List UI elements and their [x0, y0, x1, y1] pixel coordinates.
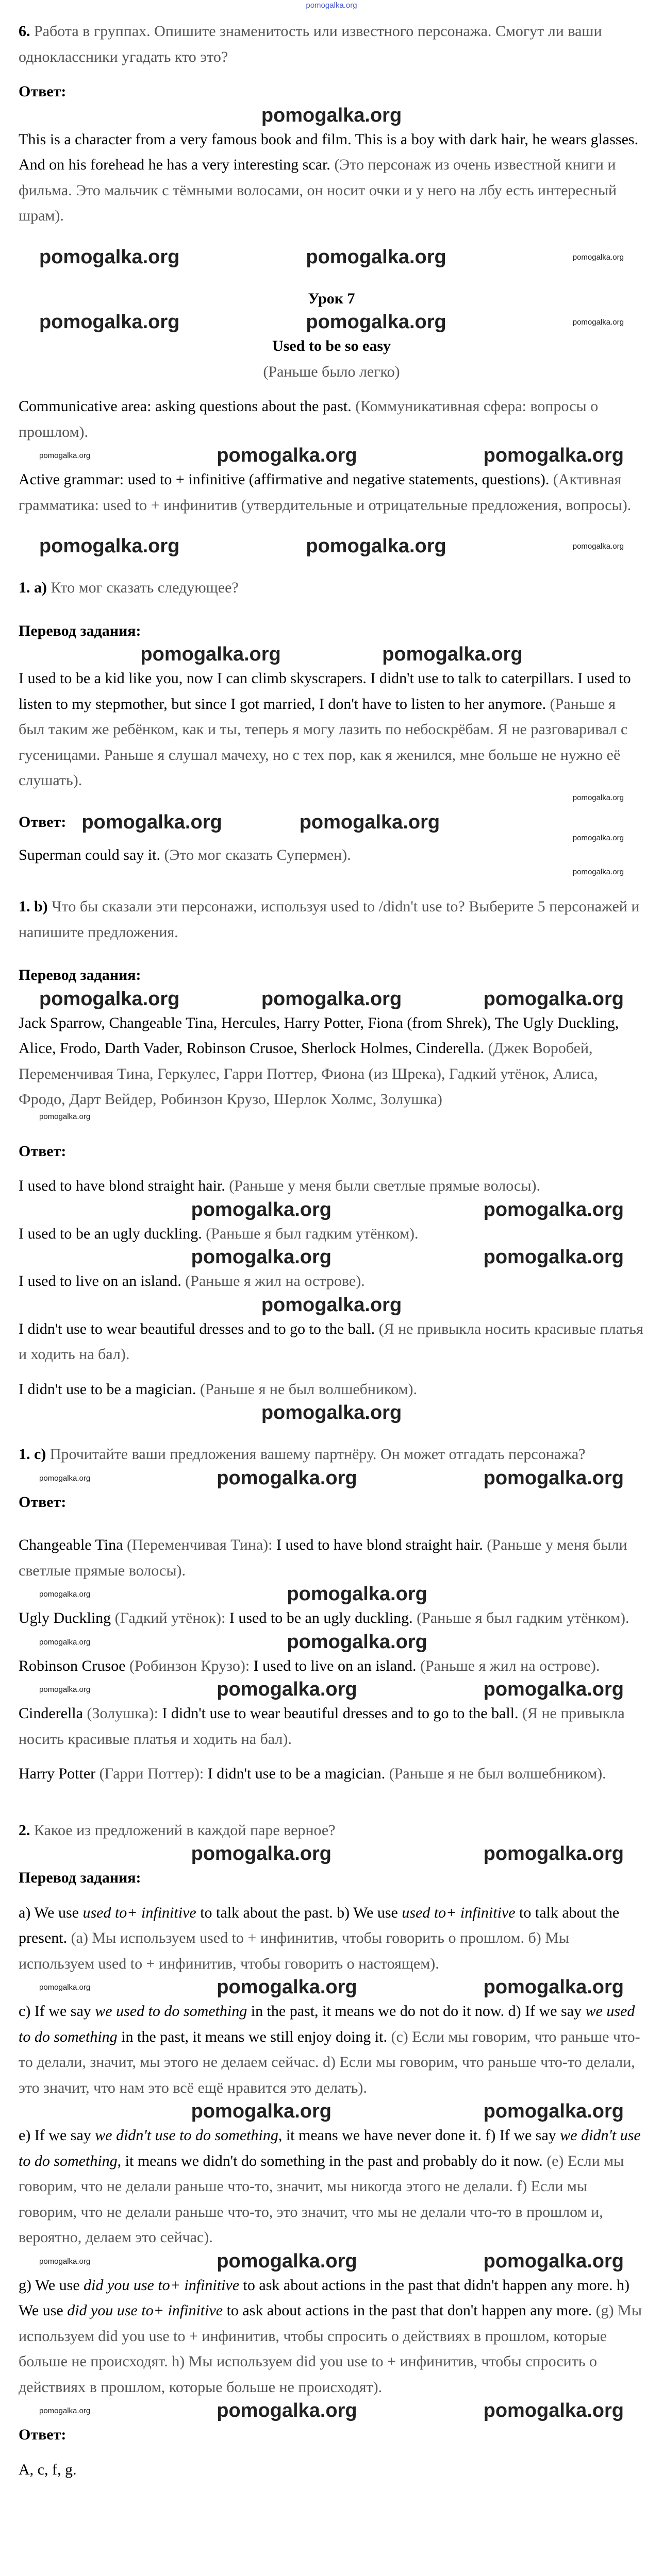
task2-question: [19, 1818, 644, 1843]
character-name-ru: (Гарри Поттер):: [99, 1765, 204, 1782]
term: we didn't use to do something: [95, 2127, 278, 2144]
answer-ru: (Раньше я был гадким утёнком).: [206, 1225, 419, 1242]
lesson-communicative: [19, 394, 644, 445]
watermark-row: [19, 1402, 644, 1424]
watermark: pomogalka.org: [572, 542, 624, 551]
text: to talk about the past. b) We use: [196, 1904, 402, 1921]
watermark-row: [19, 445, 644, 467]
text: g) We use: [19, 2276, 84, 2294]
watermark-row: [19, 2250, 644, 2273]
watermark-row: [19, 1112, 644, 1121]
task2-translation-label: Перевод задания:: [19, 1869, 141, 1886]
header-url[interactable]: pomogalka.org: [306, 1, 357, 10]
document-page: [19, 0, 644, 2482]
text: a) We use: [19, 1904, 83, 1921]
task1b-answer-4: [19, 1316, 644, 1367]
answer-en: I didn't use to wear beautiful dresses and to go to the ball.: [19, 1320, 375, 1337]
watermark: pomogalka.org: [572, 793, 624, 802]
task1b-question-text: Что бы сказали эти персонажи, используя used to /didn't use to? Выберите 5 персонажей и напишите предложения.: [19, 898, 640, 941]
watermark: pomogalka.org: [261, 1294, 402, 1316]
answer-ru: (Раньше у меня были светлые прямые волосы).: [19, 1536, 627, 1579]
term: used to+ infinitive: [82, 1904, 196, 1921]
watermark-row: [19, 1583, 644, 1605]
watermark-row: [19, 1843, 644, 1865]
term: used to+ infinitive: [402, 1904, 516, 1921]
task1a-text-ru: (Раньше я был таким же ребёнком, как и ты, теперь я могу лазить по небоскрёбам. Я не разговаривал с гусеницами. Раньше я слушал мачеху, но с тех пор, как я женился, мне больше не нужно её слушать).: [19, 695, 628, 789]
watermark: pomogalka.org: [39, 311, 180, 333]
character-name: Cinderella: [19, 1705, 83, 1722]
text: in the past, it means we do not do it now. d) If we say: [247, 2003, 586, 2020]
text: e) If we say: [19, 2127, 95, 2144]
task2-question-text: Какое из предложений в каждой паре верное?: [34, 1821, 336, 1839]
translation-ru: (с) Если мы говорим, что раньше что-то делали, значит, мы этого не делаем сейчас. d) Если мы говорим, что раньше что-то делали, это значит, что нам это всё ещё нравится это делать).: [19, 2028, 640, 2096]
watermark: pomogalka.org: [483, 1467, 624, 1489]
character-name-ru: (Робинзон Крузо):: [129, 1657, 250, 1674]
watermark: pomogalka.org: [287, 1631, 427, 1653]
task1b-answer-1: [19, 1173, 644, 1199]
text: to ask about actions in the past that don't happen any more.: [223, 2302, 592, 2319]
answer-en: I used to have blond straight hair.: [276, 1536, 483, 1553]
translation-ru: (g) Мы используем did you use to + инфинитив, чтобы спросить о действиях в прошлом, которые больше не происходят. h) Мы используем did you use to + инфинитив, чтобы спросить о действиях в прошлом, которые больше не происходят).: [19, 2302, 642, 2396]
answer-ru: (Раньше я жил на острове).: [185, 1273, 365, 1290]
term: we didn't use to do something: [19, 2127, 641, 2170]
watermark: pomogalka.org: [39, 1473, 91, 1483]
grammar-ru: (Активная грамматика: used to + инфинитив (утвердительные и отрицательные предложения, вопросы).: [19, 471, 632, 514]
task1c-question: [19, 1442, 644, 1467]
watermark: pomogalka.org: [483, 2400, 624, 2421]
watermark: pomogalka.org: [572, 252, 624, 262]
watermark: pomogalka.org: [483, 1198, 624, 1221]
answer-ru: (Я не привыкла носить красивые платья и ходить на бал).: [19, 1320, 643, 1363]
watermark-row: [19, 246, 644, 268]
task1b-chars-ru: (Джек Воробей, Переменчивая Тина, Геркулес, Гарри Поттер, Фиона (из Шрека), Гадкий утёнок, Алиса, Фродо, Дарт Вейдер, Робинзон Крузо, Шерлок Холмс, Золушка): [19, 1040, 598, 1108]
watermark: pomogalka.org: [217, 1976, 357, 1998]
text: c) If we say: [19, 2003, 95, 2020]
task1a-translation-label: Перевод задания:: [19, 622, 141, 639]
watermark: pomogalka.org: [306, 246, 446, 268]
text: , it means we didn't do something in the past and probably do it now.: [117, 2152, 543, 2170]
communicative-ru: (Коммуникативная сфера: вопросы о прошлом).: [19, 398, 599, 440]
answer-en: I used to live on an island.: [19, 1273, 181, 1290]
task1a-answer-en: Superman could say it.: [19, 846, 160, 863]
watermark-row: [19, 2400, 644, 2422]
watermark-row: [19, 1246, 644, 1268]
watermark: pomogalka.org: [483, 445, 624, 466]
watermark: pomogalka.org: [287, 1583, 427, 1605]
watermark: pomogalka.org: [382, 643, 523, 665]
watermark: pomogalka.org: [217, 2400, 357, 2421]
watermark-row: [19, 535, 644, 557]
task1a-answer-ru: (Это мог сказать Супермен).: [164, 846, 351, 863]
watermark-row: [19, 105, 644, 127]
answer-en: I used to have blond straight hair.: [19, 1177, 225, 1194]
character-name-ru: (Золушка):: [87, 1705, 158, 1722]
watermark: pomogalka.org: [483, 1976, 624, 1998]
watermark-row: [19, 1679, 644, 1701]
task1a-answer-row: [19, 811, 644, 834]
answer-ru: (Раньше я не был волшебником).: [200, 1380, 417, 1398]
watermark: pomogalka.org: [39, 2257, 91, 2266]
watermark: pomogalka.org: [483, 988, 624, 1010]
task1b-heading: 1. b): [19, 898, 48, 915]
task1b-answer-label: Ответ:: [19, 1142, 67, 1160]
task6-answer-label: Ответ:: [19, 83, 67, 100]
watermark: pomogalka.org: [140, 643, 281, 665]
task1b-characters: [19, 1010, 644, 1112]
watermark-row: [19, 1976, 644, 1998]
task6-answer: [19, 127, 644, 229]
watermark-row: [19, 834, 644, 842]
character-name: Ugly Duckling: [19, 1609, 111, 1626]
task1a-text-en: I used to be a kid like you, now I can climb skyscrapers. I didn't use to talk to caterpillars. I used to listen to my stepmother, but since I got married, I don't have to listen to her anymore.: [19, 670, 631, 713]
watermark: pomogalka.org: [483, 2250, 624, 2272]
watermark: pomogalka.org: [261, 988, 402, 1010]
watermark: pomogalka.org: [261, 1402, 402, 1423]
answer-en: I didn't use to be a magician.: [207, 1765, 386, 1782]
task1a-answer-label: Ответ:: [19, 814, 67, 831]
watermark: pomogalka.org: [299, 811, 440, 833]
task1c-answer-3: [19, 1653, 644, 1679]
lesson-subtitle-ru: (Раньше было легко): [263, 363, 400, 380]
watermark: pomogalka.org: [217, 2250, 357, 2272]
task2-pair-2: [19, 1998, 644, 2100]
watermark: pomogalka.org: [217, 1467, 357, 1489]
watermark-row: [19, 868, 644, 876]
task1c-answer-1: [19, 1532, 644, 1583]
answer-ru: (Я не привыкла носить красивые платья и ходить на бал).: [19, 1705, 625, 1748]
task1c-answer-label: Ответ:: [19, 1493, 67, 1511]
character-name-ru: (Переменчивая Тина):: [127, 1536, 273, 1553]
watermark: pomogalka.org: [217, 445, 357, 466]
watermark: pomogalka.org: [572, 833, 624, 842]
watermark: pomogalka.org: [39, 1983, 91, 1992]
task2-answer-label: Ответ:: [19, 2426, 67, 2443]
task6-question-text: Работа в группах. Опишите знаменитость или известного персонажа. Смогут ли ваши одноклассники угадать кто это?: [19, 23, 602, 65]
watermark-row: [19, 1467, 644, 1489]
task1b-translation-label: Перевод задания:: [19, 967, 141, 984]
watermark: pomogalka.org: [39, 2406, 91, 2415]
task6-heading: 6.: [19, 23, 30, 40]
watermark: pomogalka.org: [483, 1843, 624, 1865]
task1c-answer-2: [19, 1605, 644, 1631]
watermark-row: [19, 1631, 644, 1653]
watermark: pomogalka.org: [483, 1679, 624, 1700]
watermark: pomogalka.org: [191, 1198, 332, 1221]
lesson-subtitle: Used to be so easy: [272, 337, 391, 354]
answer-en: I used to be an ugly duckling.: [19, 1225, 202, 1242]
task1a-answer: [19, 842, 644, 868]
task1a-question: [19, 575, 644, 601]
watermark: pomogalka.org: [483, 2100, 624, 2122]
watermark: pomogalka.org: [39, 451, 91, 460]
task1a-text: [19, 666, 644, 793]
watermark: pomogalka.org: [483, 1246, 624, 1268]
communicative-en: Communicative area: asking questions about the past.: [19, 398, 352, 415]
task6-question: [19, 19, 644, 70]
task2-pair-4: [19, 2273, 644, 2400]
translation-ru: (а) Мы используем used to + инфинитив, чтобы говорить о прошлом. б) Мы используем used to + инфинитив, чтобы говорить о настоящем).: [19, 1929, 570, 1972]
watermark: pomogalka.org: [39, 1637, 91, 1647]
answer-en: I didn't use to be a magician.: [19, 1380, 196, 1398]
task1c-heading: 1. c): [19, 1446, 46, 1463]
character-name-ru: (Гадкий утёнок):: [114, 1609, 226, 1626]
task1c-question-text: Прочитайте ваши предложения вашему партнёру. Он может отгадать персонажа?: [49, 1446, 586, 1463]
text: , it means we have never done it. f) If we say: [278, 2127, 560, 2144]
watermark: pomogalka.org: [306, 535, 446, 557]
watermark: pomogalka.org: [191, 1246, 332, 1268]
term: did you use to+ infinitive: [84, 2276, 240, 2294]
watermark-row: [19, 2100, 644, 2123]
watermark: pomogalka.org: [191, 1843, 332, 1865]
term: we used to do something: [95, 2003, 247, 2020]
grammar-en: Active grammar: used to + infinitive (affirmative and negative statements, questions).: [19, 471, 550, 488]
task2-heading: 2.: [19, 1821, 30, 1839]
character-name: Changeable Tina: [19, 1536, 123, 1553]
watermark-row: [19, 793, 644, 802]
term: did you use to+ infinitive: [67, 2302, 223, 2319]
task1c-answer-4: [19, 1701, 644, 1752]
answer-ru: (Раньше у меня были светлые прямые волосы).: [229, 1177, 540, 1194]
answer-ru: (Раньше я не был волшебником).: [389, 1765, 606, 1782]
watermark-row: [19, 311, 644, 333]
watermark: pomogalka.org: [39, 246, 180, 268]
task2-pair-3: [19, 2123, 644, 2250]
watermark: pomogalka.org: [572, 868, 624, 876]
answer-ru: (Раньше я был гадким утёнком).: [417, 1609, 629, 1626]
task1b-answer-5: [19, 1377, 644, 1402]
task2-pair-1: [19, 1900, 644, 1977]
task1b-question: [19, 894, 644, 945]
task1b-answer-2: [19, 1221, 644, 1247]
answer-en: I didn't use to wear beautiful dresses and to go to the ball.: [162, 1705, 519, 1722]
task1c-answer-5: [19, 1761, 644, 1787]
watermark: pomogalka.org: [39, 1590, 91, 1599]
watermark: pomogalka.org: [261, 104, 402, 126]
task1b-chars-en: Jack Sparrow, Changeable Tina, Hercules, Harry Potter, Fiona (from Shrek), The Ugly Duckling, Alice, Frodo, Darth Vader, Robinson Crusoe, Sherlock Holmes, Cinderella.: [19, 1014, 619, 1057]
text: to ask about actions in the past that didn't happen any more. h) We use: [19, 2276, 629, 2319]
text: to talk about the present.: [19, 1904, 620, 1946]
watermark-row: [19, 643, 644, 666]
task1a-heading: 1. a): [19, 579, 47, 596]
answer-en: I used to be an ugly duckling.: [229, 1609, 413, 1626]
task1b-answer-3: [19, 1268, 644, 1294]
watermark: pomogalka.org: [39, 1112, 91, 1121]
character-name: Harry Potter: [19, 1765, 96, 1782]
watermark: pomogalka.org: [81, 811, 222, 833]
lesson-title: Урок 7: [308, 290, 355, 307]
watermark: pomogalka.org: [39, 535, 180, 557]
lesson-grammar: [19, 467, 644, 518]
answer-en: I used to live on an island.: [253, 1657, 417, 1674]
watermark-row: [19, 1294, 644, 1316]
character-name: Robinson Crusoe: [19, 1657, 126, 1674]
watermark: pomogalka.org: [572, 318, 624, 327]
watermark: pomogalka.org: [39, 1685, 91, 1694]
watermark-row: [19, 988, 644, 1010]
task1a-question-text: Кто мог сказать следующее?: [51, 579, 239, 596]
watermark: pomogalka.org: [39, 988, 180, 1010]
term: we used to do something: [19, 2003, 635, 2045]
task6-answer-en: This is a character from a very famous book and film. This is a boy with dark hair, he wears glasses. And on his forehead he has a very interesting scar.: [19, 130, 639, 173]
answer-ru: (Раньше я жил на острове).: [420, 1657, 600, 1674]
task2-answer: A, c, f, g.: [19, 2461, 77, 2478]
watermark: pomogalka.org: [191, 2100, 332, 2122]
watermark: pomogalka.org: [306, 311, 446, 333]
text: in the past, it means we still enjoy doing it.: [117, 2028, 387, 2045]
translation-ru: (е) Если мы говорим, что не делали раньше что-то, значит, мы никогда этого не делали. f) Если мы говорим, что не делали раньше что-то, это значит, что мы не делали что-то в прошлом и, вероятно, делаем это сейчас).: [19, 2152, 624, 2246]
watermark-row: [19, 1199, 644, 1221]
watermark: pomogalka.org: [217, 1679, 357, 1700]
task6-answer-ru: (Это персонаж из очень известной книги и фильма. Это мальчик с тёмными волосами, он носит очки и у него на лбу есть интересный шрам).: [19, 156, 617, 224]
